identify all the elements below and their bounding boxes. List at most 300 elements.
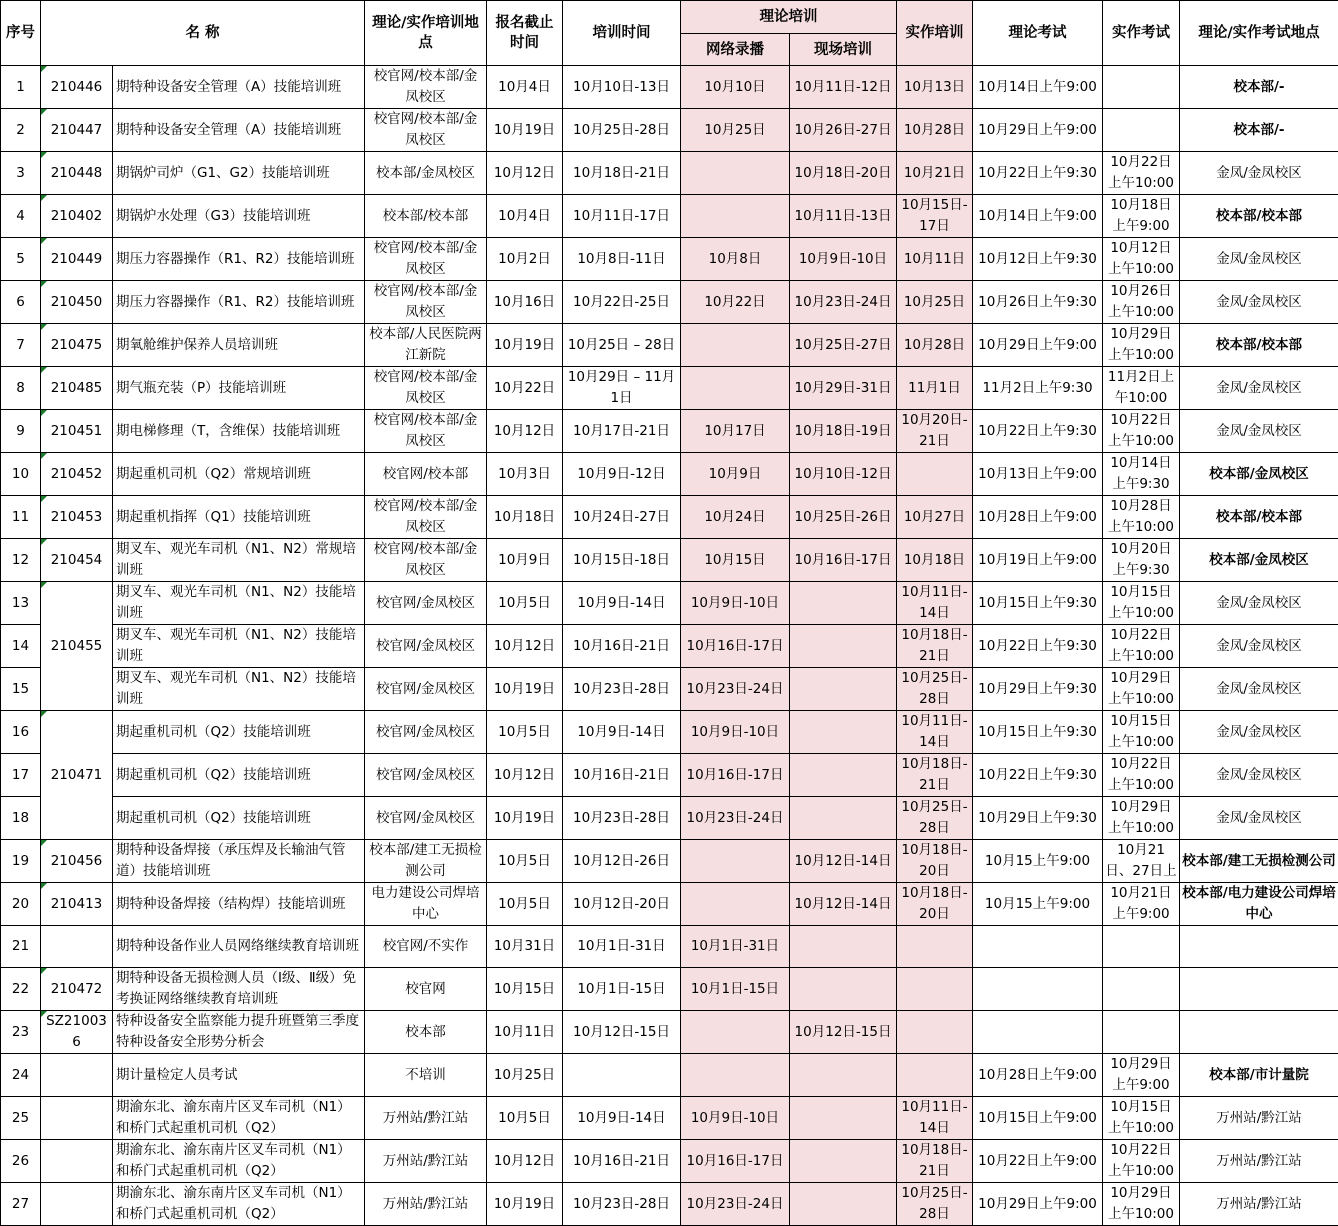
practical-exam-cell: 10月29日上午10:00 — [1103, 324, 1180, 367]
practical-cell: 10月21日 — [897, 152, 973, 195]
online-cell — [681, 367, 790, 410]
online-cell — [681, 324, 790, 367]
train-time-cell: 10月16日-21日 — [563, 754, 681, 797]
seq-cell: 7 — [1, 324, 41, 367]
online-cell: 10月8日 — [681, 238, 790, 281]
practical-cell: 10月18日-21日 — [897, 1140, 973, 1183]
code-cell: 210472 — [41, 968, 113, 1011]
comment-marker-icon — [41, 66, 47, 72]
course-name-cell: 期氧舱维护保养人员培训班 — [113, 324, 365, 367]
practical-exam-cell: 10月20日上午9:30 — [1103, 539, 1180, 582]
location-cell: 校官网/校本部 — [365, 453, 487, 496]
code-cell: 210452 — [41, 453, 113, 496]
onsite-cell: 10月12日-15日 — [790, 1011, 897, 1054]
seq-cell: 2 — [1, 109, 41, 152]
header-theory: 理论培训 — [681, 1, 897, 34]
train-time-cell: 10月1日-15日 — [563, 968, 681, 1011]
location-cell: 校官网/校本部/金凤校区 — [365, 410, 487, 453]
theory-exam-cell: 10月15日上午9:30 — [973, 711, 1103, 754]
deadline-cell: 10月4日 — [487, 195, 563, 238]
onsite-cell — [790, 582, 897, 625]
seq-cell: 6 — [1, 281, 41, 324]
theory-exam-cell: 10月22日上午9:30 — [973, 754, 1103, 797]
course-name-cell: 期计量检定人员考试 — [113, 1054, 365, 1097]
practical-cell: 10月11日-14日 — [897, 582, 973, 625]
location-cell: 校官网/校本部/金凤校区 — [365, 281, 487, 324]
location-cell: 电力建设公司焊培中心 — [365, 883, 487, 926]
seq-cell: 21 — [1, 926, 41, 968]
seq-cell: 27 — [1, 1183, 41, 1226]
exam-location-cell: 万州站/黔江站 — [1180, 1140, 1338, 1183]
theory-exam-cell: 10月26日上午9:30 — [973, 281, 1103, 324]
location-cell: 校官网/金凤校区 — [365, 625, 487, 668]
table-row — [1, 1140, 1338, 1183]
theory-exam-cell: 10月15上午9:00 — [973, 840, 1103, 883]
location-cell: 万州站/黔江站 — [365, 1097, 487, 1140]
practical-exam-cell: 10月26日上午10:00 — [1103, 281, 1180, 324]
train-time-cell — [563, 1054, 681, 1097]
table-row — [1, 453, 1338, 496]
practical-exam-cell: 10月29日上午10:00 — [1103, 797, 1180, 840]
location-cell: 校官网/金凤校区 — [365, 582, 487, 625]
course-name-cell: 期起重机司机（Q2）技能培训班 — [113, 797, 365, 840]
practical-cell: 10月28日 — [897, 109, 973, 152]
seq-cell: 25 — [1, 1097, 41, 1140]
practical-cell: 10月28日 — [897, 324, 973, 367]
exam-location-cell: 校本部/校本部 — [1180, 324, 1338, 367]
comment-marker-icon — [41, 109, 47, 115]
seq-cell: 19 — [1, 840, 41, 883]
location-cell: 万州站/黔江站 — [365, 1140, 487, 1183]
header-theory-exam: 理论考试 — [973, 1, 1103, 66]
train-time-cell: 10月22日-25日 — [563, 281, 681, 324]
seq-cell: 3 — [1, 152, 41, 195]
table-row — [1, 410, 1338, 453]
exam-location-cell — [1180, 968, 1338, 1011]
online-cell: 10月1日-31日 — [681, 926, 790, 968]
practical-exam-cell: 10月29日上午10:00 — [1103, 668, 1180, 711]
deadline-cell: 10月12日 — [487, 625, 563, 668]
online-cell: 10月10日 — [681, 66, 790, 109]
theory-exam-cell: 10月29日上午9:00 — [973, 324, 1103, 367]
code-cell: 210456 — [41, 840, 113, 883]
train-time-cell: 10月18日-21日 — [563, 152, 681, 195]
location-cell: 校官网/校本部/金凤校区 — [365, 496, 487, 539]
onsite-cell — [790, 1097, 897, 1140]
practical-cell — [897, 1011, 973, 1054]
seq-cell: 11 — [1, 496, 41, 539]
table-row — [1, 668, 1338, 711]
exam-location-cell: 校本部/校本部 — [1180, 195, 1338, 238]
practical-exam-cell — [1103, 968, 1180, 1011]
onsite-cell — [790, 797, 897, 840]
onsite-cell: 10月10日-12日 — [790, 453, 897, 496]
online-cell: 10月15日 — [681, 539, 790, 582]
deadline-cell: 10月12日 — [487, 1140, 563, 1183]
code-cell: 210413 — [41, 883, 113, 926]
practical-exam-cell — [1103, 109, 1180, 152]
practical-cell: 10月18日-21日 — [897, 625, 973, 668]
deadline-cell: 10月19日 — [487, 324, 563, 367]
practical-cell: 10月15日-17日 — [897, 195, 973, 238]
online-cell: 10月17日 — [681, 410, 790, 453]
table-body — [1, 66, 1338, 1226]
practical-exam-cell: 10月12日上午10:00 — [1103, 238, 1180, 281]
deadline-cell: 10月16日 — [487, 281, 563, 324]
deadline-cell: 10月22日 — [487, 367, 563, 410]
comment-marker-icon — [41, 195, 47, 201]
exam-location-cell: 万州站/黔江站 — [1180, 1097, 1338, 1140]
code-cell: 210455 — [41, 582, 113, 711]
comment-marker-icon — [41, 238, 47, 244]
practical-cell: 10月25日-28日 — [897, 1183, 973, 1226]
onsite-cell: 10月29日-31日 — [790, 367, 897, 410]
practical-exam-cell: 10月21日、27日上 — [1103, 840, 1180, 883]
deadline-cell: 10月5日 — [487, 883, 563, 926]
course-name-cell: 特种设备安全监察能力提升班暨第三季度特种设备安全形势分析会 — [113, 1011, 365, 1054]
deadline-cell: 10月18日 — [487, 496, 563, 539]
location-cell: 校官网/校本部/金凤校区 — [365, 109, 487, 152]
seq-cell: 15 — [1, 668, 41, 711]
location-cell: 万州站/黔江站 — [365, 1183, 487, 1226]
practical-exam-cell — [1103, 1011, 1180, 1054]
comment-marker-icon — [41, 453, 47, 459]
code-cell — [41, 1097, 113, 1140]
theory-exam-cell: 10月28日上午9:00 — [973, 1054, 1103, 1097]
code-cell: 210449 — [41, 238, 113, 281]
onsite-cell: 10月11日-13日 — [790, 195, 897, 238]
code-cell: 210471 — [41, 711, 113, 840]
table-row — [1, 625, 1338, 668]
online-cell: 10月1日-15日 — [681, 968, 790, 1011]
course-name-cell: 期起重机司机（Q2）技能培训班 — [113, 754, 365, 797]
header-location: 理论/实作培训地点 — [365, 1, 487, 66]
comment-marker-icon — [41, 582, 47, 588]
online-cell: 10月22日 — [681, 281, 790, 324]
theory-exam-cell — [973, 968, 1103, 1011]
course-name-cell: 期起重机司机（Q2）常规培训班 — [113, 453, 365, 496]
theory-exam-cell: 10月15日上午9:00 — [973, 1097, 1103, 1140]
exam-location-cell: 校本部/市计量院 — [1180, 1054, 1338, 1097]
train-time-cell: 10月23日-28日 — [563, 797, 681, 840]
location-cell: 校本部/校本部 — [365, 195, 487, 238]
practical-exam-cell: 10月18日上午9:00 — [1103, 195, 1180, 238]
course-name-cell: 期叉车、观光车司机（N1、N2）技能培训班 — [113, 668, 365, 711]
practical-cell: 10月25日-28日 — [897, 797, 973, 840]
deadline-cell: 10月5日 — [487, 1097, 563, 1140]
onsite-cell: 10月12日-14日 — [790, 883, 897, 926]
practical-cell: 10月27日 — [897, 496, 973, 539]
table-row — [1, 797, 1338, 840]
deadline-cell: 10月19日 — [487, 668, 563, 711]
table-row — [1, 324, 1338, 367]
table-row — [1, 152, 1338, 195]
comment-marker-icon — [41, 496, 47, 502]
theory-exam-cell: 10月14日上午9:00 — [973, 66, 1103, 109]
theory-exam-cell: 10月14日上午9:00 — [973, 195, 1103, 238]
onsite-cell: 10月16日-17日 — [790, 539, 897, 582]
practical-exam-cell: 10月22日上午10:00 — [1103, 1140, 1180, 1183]
deadline-cell: 10月12日 — [487, 152, 563, 195]
train-time-cell: 10月29日 – 11月1日 — [563, 367, 681, 410]
practical-cell: 10月18日-20日 — [897, 883, 973, 926]
deadline-cell: 10月19日 — [487, 109, 563, 152]
course-name-cell: 期特种设备无损检测人员（Ⅰ级、Ⅱ级）免考换证网络继续教育培训班 — [113, 968, 365, 1011]
seq-cell: 4 — [1, 195, 41, 238]
comment-marker-icon — [41, 152, 47, 158]
deadline-cell: 10月5日 — [487, 840, 563, 883]
practical-cell — [897, 1054, 973, 1097]
seq-cell: 22 — [1, 968, 41, 1011]
onsite-cell: 10月12日-14日 — [790, 840, 897, 883]
train-time-cell: 10月9日-12日 — [563, 453, 681, 496]
theory-exam-cell: 10月13日上午9:00 — [973, 453, 1103, 496]
seq-cell: 17 — [1, 754, 41, 797]
comment-marker-icon — [41, 968, 47, 974]
header-seq: 序号 — [1, 1, 41, 66]
course-name-cell: 期起重机指挥（Q1）技能培训班 — [113, 496, 365, 539]
exam-location-cell: 金凤/金凤校区 — [1180, 797, 1338, 840]
course-name-cell: 期叉车、观光车司机（N1、N2）技能培训班 — [113, 582, 365, 625]
exam-location-cell: 金凤/金凤校区 — [1180, 281, 1338, 324]
course-name-cell: 期叉车、观光车司机（N1、N2）常规培训班 — [113, 539, 365, 582]
online-cell: 10月9日-10日 — [681, 1097, 790, 1140]
location-cell: 校官网/金凤校区 — [365, 668, 487, 711]
exam-location-cell: 校本部/校本部 — [1180, 496, 1338, 539]
train-time-cell: 10月25日-28日 — [563, 109, 681, 152]
online-cell — [681, 1054, 790, 1097]
train-time-cell: 10月9日-14日 — [563, 711, 681, 754]
seq-cell: 14 — [1, 625, 41, 668]
code-cell: 210451 — [41, 410, 113, 453]
theory-exam-cell: 10月28日上午9:00 — [973, 496, 1103, 539]
practical-cell: 10月20日-21日 — [897, 410, 973, 453]
course-name-cell: 期渝东北、渝东南片区叉车司机（N1）和桥门式起重机司机（Q2） — [113, 1183, 365, 1226]
practical-exam-cell: 10月22日上午10:00 — [1103, 754, 1180, 797]
location-cell: 校官网/不实作 — [365, 926, 487, 968]
onsite-cell — [790, 668, 897, 711]
train-time-cell: 10月24日-27日 — [563, 496, 681, 539]
exam-location-cell: 校本部/建工无损检测公司 — [1180, 840, 1338, 883]
online-cell — [681, 840, 790, 883]
practical-exam-cell: 10月29日上午9:00 — [1103, 1054, 1180, 1097]
seq-cell: 18 — [1, 797, 41, 840]
course-name-cell: 期渝东北、渝东南片区叉车司机（N1）和桥门式起重机司机（Q2） — [113, 1140, 365, 1183]
comment-marker-icon — [41, 281, 47, 287]
online-cell: 10月23日-24日 — [681, 797, 790, 840]
table-row — [1, 754, 1338, 797]
online-cell: 10月16日-17日 — [681, 625, 790, 668]
onsite-cell — [790, 1183, 897, 1226]
course-name-cell: 期锅炉司炉（G1、G2）技能培训班 — [113, 152, 365, 195]
theory-exam-cell: 10月29日上午9:30 — [973, 668, 1103, 711]
exam-location-cell: 万州站/黔江站 — [1180, 1183, 1338, 1226]
code-cell — [41, 1183, 113, 1226]
onsite-cell: 10月18日-20日 — [790, 152, 897, 195]
location-cell: 校本部 — [365, 1011, 487, 1054]
onsite-cell — [790, 968, 897, 1011]
deadline-cell: 10月31日 — [487, 926, 563, 968]
code-cell: SZ210036 — [41, 1011, 113, 1054]
practical-exam-cell: 10月29日上午10:00 — [1103, 1183, 1180, 1226]
course-name-cell: 期特种设备作业人员网络继续教育培训班 — [113, 926, 365, 968]
online-cell: 10月9日-10日 — [681, 711, 790, 754]
train-time-cell: 10月12日-15日 — [563, 1011, 681, 1054]
exam-location-cell: 金凤/金凤校区 — [1180, 668, 1338, 711]
train-time-cell: 10月9日-14日 — [563, 582, 681, 625]
seq-cell: 1 — [1, 66, 41, 109]
location-cell: 校官网/金凤校区 — [365, 797, 487, 840]
code-cell: 210454 — [41, 539, 113, 582]
comment-marker-icon — [41, 711, 47, 717]
seq-cell: 23 — [1, 1011, 41, 1054]
train-time-cell: 10月23日-28日 — [563, 668, 681, 711]
code-cell — [41, 1054, 113, 1097]
practical-exam-cell: 10月22日上午10:00 — [1103, 625, 1180, 668]
theory-exam-cell: 10月19日上午9:00 — [973, 539, 1103, 582]
table-row — [1, 539, 1338, 582]
table-row — [1, 840, 1338, 883]
table-row — [1, 582, 1338, 625]
practical-cell — [897, 926, 973, 968]
practical-cell: 10月18日-21日 — [897, 754, 973, 797]
onsite-cell — [790, 1054, 897, 1097]
theory-exam-cell: 10月29日上午9:00 — [973, 1183, 1103, 1226]
seq-cell: 8 — [1, 367, 41, 410]
course-name-cell: 期渝东北、渝东南片区叉车司机（N1）和桥门式起重机司机（Q2） — [113, 1097, 365, 1140]
code-cell: 210448 — [41, 152, 113, 195]
exam-location-cell: 校本部/金凤校区 — [1180, 539, 1338, 582]
table-row — [1, 1011, 1338, 1054]
train-time-cell: 10月25日 – 28日 — [563, 324, 681, 367]
practical-exam-cell: 10月15日上午10:00 — [1103, 582, 1180, 625]
course-name-cell: 期特种设备焊接（承压焊及长输油气管道）技能培训班 — [113, 840, 365, 883]
header-practical: 实作培训 — [897, 1, 973, 66]
location-cell: 校官网 — [365, 968, 487, 1011]
theory-exam-cell: 10月12日上午9:30 — [973, 238, 1103, 281]
practical-cell: 11月1日 — [897, 367, 973, 410]
theory-exam-cell: 10月29日上午9:00 — [973, 109, 1103, 152]
code-cell: 210446 — [41, 66, 113, 109]
seq-cell: 26 — [1, 1140, 41, 1183]
header-onsite: 现场培训 — [790, 34, 897, 66]
deadline-cell: 10月2日 — [487, 238, 563, 281]
onsite-cell — [790, 1140, 897, 1183]
header-train-time: 培训时间 — [563, 1, 681, 66]
practical-cell: 10月25日-28日 — [897, 668, 973, 711]
comment-marker-icon — [41, 367, 47, 373]
online-cell: 10月16日-17日 — [681, 1140, 790, 1183]
practical-cell: 10月18日-20日 — [897, 840, 973, 883]
course-name-cell: 期压力容器操作（R1、R2）技能培训班 — [113, 238, 365, 281]
table-row — [1, 1054, 1338, 1097]
onsite-cell: 10月11日-12日 — [790, 66, 897, 109]
train-time-cell: 10月15日-18日 — [563, 539, 681, 582]
location-cell: 校官网/金凤校区 — [365, 711, 487, 754]
train-time-cell: 10月16日-21日 — [563, 1140, 681, 1183]
table-row — [1, 66, 1338, 109]
practical-cell: 10月13日 — [897, 66, 973, 109]
table-row — [1, 496, 1338, 539]
deadline-cell: 10月3日 — [487, 453, 563, 496]
table-row — [1, 711, 1338, 754]
exam-location-cell: 金凤/金凤校区 — [1180, 754, 1338, 797]
practical-exam-cell: 10月21日上午9:00 — [1103, 883, 1180, 926]
deadline-cell: 10月19日 — [487, 797, 563, 840]
course-name-cell: 期特种设备安全管理（A）技能培训班 — [113, 66, 365, 109]
theory-exam-cell: 10月29日上午9:30 — [973, 797, 1103, 840]
comment-marker-icon — [41, 883, 47, 889]
theory-exam-cell — [973, 1011, 1103, 1054]
location-cell: 校本部/金凤校区 — [365, 152, 487, 195]
train-time-cell: 10月12日-20日 — [563, 883, 681, 926]
onsite-cell: 10月23日-24日 — [790, 281, 897, 324]
onsite-cell: 10月9日-10日 — [790, 238, 897, 281]
table-row — [1, 367, 1338, 410]
course-name-cell: 期锅炉水处理（G3）技能培训班 — [113, 195, 365, 238]
code-cell: 210447 — [41, 109, 113, 152]
comment-marker-icon — [41, 324, 47, 330]
train-time-cell: 10月16日-21日 — [563, 625, 681, 668]
table-row — [1, 968, 1338, 1011]
course-name-cell: 期电梯修理（T，含维保）技能培训班 — [113, 410, 365, 453]
online-cell — [681, 883, 790, 926]
exam-location-cell: 金凤/金凤校区 — [1180, 238, 1338, 281]
exam-location-cell: 金凤/金凤校区 — [1180, 367, 1338, 410]
practical-cell: 10月11日 — [897, 238, 973, 281]
table-row — [1, 195, 1338, 238]
code-cell — [41, 1140, 113, 1183]
train-time-cell: 10月23日-28日 — [563, 1183, 681, 1226]
seq-cell: 12 — [1, 539, 41, 582]
practical-cell: 10月11日-14日 — [897, 711, 973, 754]
exam-location-cell: 金凤/金凤校区 — [1180, 410, 1338, 453]
comment-marker-icon — [41, 539, 47, 545]
theory-exam-cell: 11月2日上午9:30 — [973, 367, 1103, 410]
theory-exam-cell: 10月22日上午9:30 — [973, 410, 1103, 453]
comment-marker-icon — [41, 410, 47, 416]
deadline-cell: 10月12日 — [487, 754, 563, 797]
deadline-cell: 10月12日 — [487, 410, 563, 453]
train-time-cell: 10月10日-13日 — [563, 66, 681, 109]
exam-location-cell — [1180, 1011, 1338, 1054]
course-name-cell: 期气瓶充装（P）技能培训班 — [113, 367, 365, 410]
comment-marker-icon — [41, 840, 47, 846]
online-cell: 10月16日-17日 — [681, 754, 790, 797]
practical-cell: 10月11日-14日 — [897, 1097, 973, 1140]
onsite-cell — [790, 625, 897, 668]
theory-exam-cell: 10月22日上午9:00 — [973, 1140, 1103, 1183]
exam-location-cell — [1180, 926, 1338, 968]
onsite-cell: 10月25日-26日 — [790, 496, 897, 539]
theory-exam-cell: 10月15上午9:00 — [973, 883, 1103, 926]
table-row — [1, 926, 1338, 968]
practical-exam-cell: 10月15日上午10:00 — [1103, 1097, 1180, 1140]
code-cell: 210402 — [41, 195, 113, 238]
course-name-cell: 期特种设备安全管理（A）技能培训班 — [113, 109, 365, 152]
seq-cell: 9 — [1, 410, 41, 453]
train-time-cell: 10月11日-17日 — [563, 195, 681, 238]
code-cell: 210450 — [41, 281, 113, 324]
code-cell: 210453 — [41, 496, 113, 539]
practical-exam-cell: 11月2日上午10:00 — [1103, 367, 1180, 410]
theory-exam-cell — [973, 926, 1103, 968]
exam-location-cell: 金凤/金凤校区 — [1180, 711, 1338, 754]
deadline-cell: 10月25日 — [487, 1054, 563, 1097]
code-cell: 210485 — [41, 367, 113, 410]
header-deadline: 报名截止时间 — [487, 1, 563, 66]
online-cell: 10月9日 — [681, 453, 790, 496]
